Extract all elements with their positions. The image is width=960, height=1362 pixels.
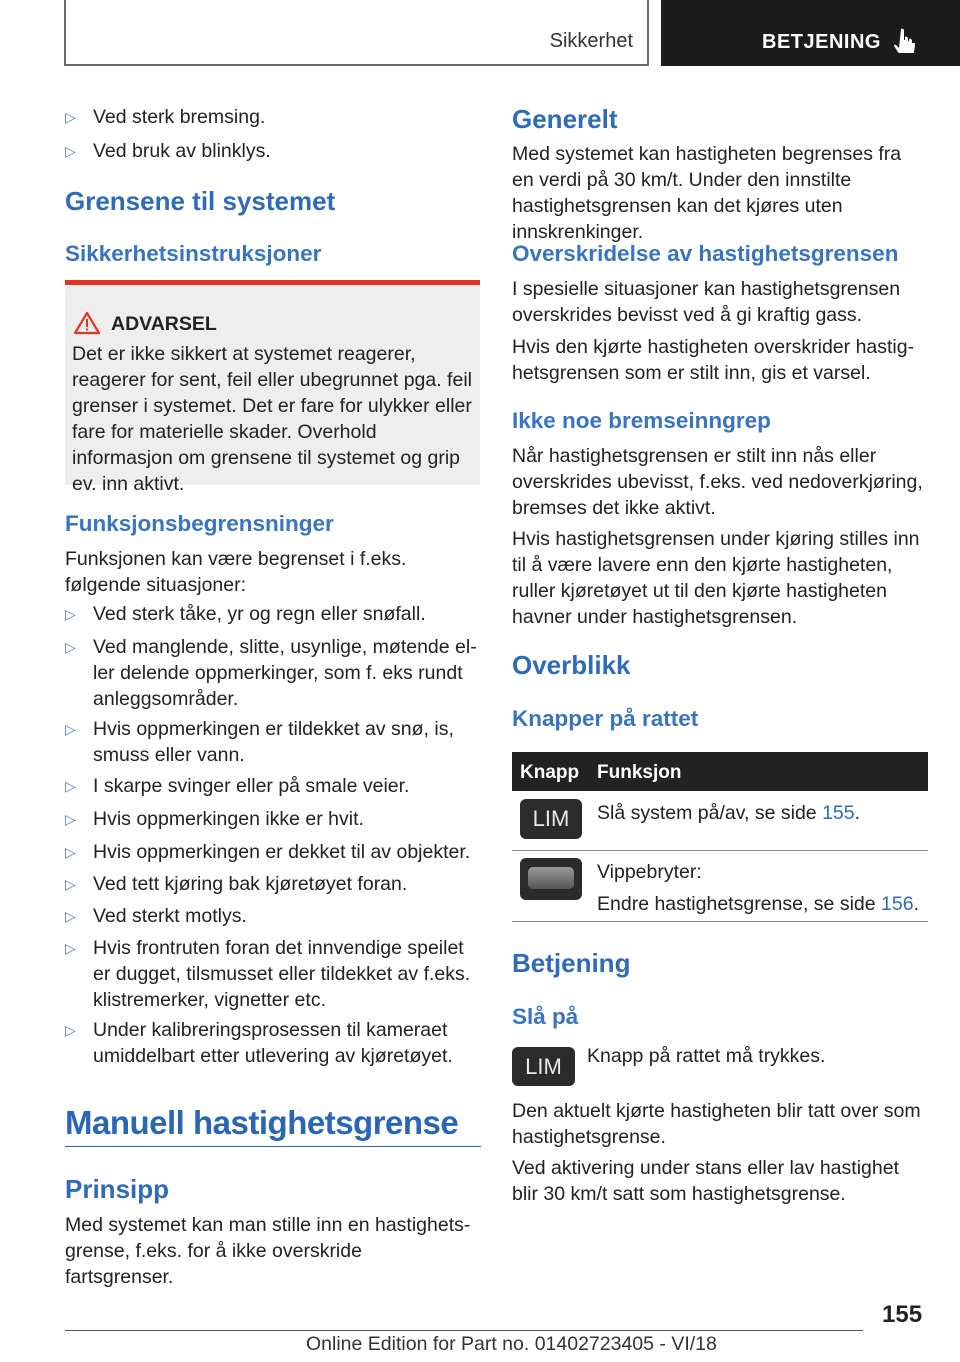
rocker-switch-icon [520, 858, 582, 900]
list-item: ▷ Ved bruk av blinklys. [65, 138, 481, 164]
list-item: ▷ Ved sterk bremsing. [65, 104, 481, 130]
list-item: ▷ Under kalibreringsprosessen til kameraet umiddelbart etter utlevering av kjøretøyet. [65, 1017, 481, 1069]
function-intro: Funksjonen kan være begrenset i f.eks. følgende situasjoner: [65, 548, 407, 596]
heading-general: Generelt [512, 104, 618, 134]
warning-title: ADVARSEL [111, 313, 217, 335]
no-brake-text-2: Hvis hastighetsgrensen under kjøring stilles inn til å være lavere enn den kjørte hastigheten, ruller kjøretøyet ut til den kjørte hastigheten havner under hastighetsgrensen. [512, 528, 920, 628]
warning-triangle-icon [73, 311, 101, 335]
switch-on-text: Knapp på rattet må trykkes. [587, 1045, 826, 1067]
table-header [512, 752, 928, 791]
table-bottom-rule [512, 921, 928, 922]
heading-safety: Sikkerhetsinstruksjoner [65, 241, 322, 266]
header-section-tab [64, 0, 649, 66]
period: . [854, 802, 861, 824]
list-item: ▷ Hvis oppmerkingen er dekket til av objekter. [65, 839, 481, 865]
header-chapter-label: BETJENING [762, 31, 881, 53]
heading-function-limits: Funksjonsbegrensninger [65, 511, 334, 536]
period: . [913, 893, 919, 915]
table-row-1-text [597, 800, 927, 826]
lim-button-icon: LIM [512, 1047, 575, 1086]
switch-on-text-1: Den aktuelt kjørte hastigheten blir tatt over som hastighetsgrense. [512, 1100, 921, 1148]
table-row-2-text [597, 891, 927, 917]
warning-text: Det er ikke sikkert at systemet reagerer, reagerer for sent, feil eller ubegrunnet pga. feil grenser i systemet. Det er fare for ulykker eller fare for materielle skader. Overhold informasjon om grensene til systemet og grip ev. inn aktivt. [72, 343, 472, 495]
list-item: ▷ Ved sterkt motlys. [65, 903, 481, 929]
heading-exceed: Overskridelse av hastighetsgrensen [512, 241, 899, 266]
general-text: Med systemet kan hastigheten begrenses fra en verdi på 30 km/t. Under den innstilte hastighetsgrensen kan det kjøres uten innskrenkinger. [512, 143, 902, 243]
heading-manual-speed-limit: Manuell hastighetsgrense [65, 1104, 459, 1141]
table-row-divider [512, 850, 928, 851]
header-chapter-tab [661, 0, 960, 66]
heading-operation: Betjening [512, 948, 631, 978]
footer-rule [65, 1330, 863, 1331]
row2-label: Endre hastighetsgrense, se side [597, 893, 882, 915]
heading-switch-on: Slå på [512, 1004, 579, 1029]
table-header-function: Funksjon [597, 762, 682, 783]
no-brake-text-1: Når hastighetsgrensen er stilt inn nås eller overskrides ubevisst, f.eks. ved nedoverkjøring, bremses det ikke aktivt. [512, 445, 923, 519]
list-item: ▷ Ved manglende, slitte, usynlige, møtende eller delende oppmerkinger, som f. eks rundt anleggsområder. [65, 634, 481, 712]
row1-label: Slå system på/av, se side [597, 802, 823, 824]
page-number: 155 [882, 1301, 923, 1328]
heading-principle: Prinsipp [65, 1174, 170, 1204]
list-item: ▷ I skarpe svinger eller på smale veier. [65, 773, 481, 799]
heading-buttons: Knapper på rattet [512, 706, 699, 731]
header-section-label: Sikkerhet [549, 30, 633, 52]
hand-icon [894, 27, 916, 53]
lim-button-icon: LIM [520, 799, 582, 839]
warning-box [65, 280, 480, 495]
table-row-2-line1: Vippebryter: [597, 861, 702, 883]
list-item: ▷ Hvis oppmerkingen ikke er hvit. [65, 806, 481, 832]
exceed-text-1: I spesielle situasjoner kan hastighetsgrensen overskrides bevisst ved å gi kraftig gass. [512, 278, 901, 326]
edition-text: Online Edition for Part no. 01402723405 - VI/18 [306, 1333, 717, 1355]
page-link-156[interactable]: 156 [881, 893, 914, 915]
heading-rule [65, 1146, 481, 1147]
list-item: ▷ Ved tett kjøring bak kjøretøyet foran. [65, 871, 481, 897]
principle-text: Med systemet kan man stille inn en hastighetsgrense, f.eks. for å ikke overskride fartsgrenser. [65, 1214, 471, 1288]
switch-on-text-2: Ved aktivering under stans eller lav hastighet blir 30 km/t satt som hastighetsgrense. [512, 1157, 899, 1205]
list-item: ▷ Hvis oppmerkingen er tildekket av snø, is, smuss eller vann. [65, 716, 481, 768]
heading-no-brake: Ikke noe bremseinngrep [512, 408, 771, 433]
heading-overview: Overblikk [512, 650, 631, 680]
list-item: ▷ Hvis frontruten foran det innvendige speilet er dugget, tilsmusset eller tildekket av f.eks. klistremerker, vignetter etc. [65, 935, 481, 1013]
table-header-button: Knapp [520, 762, 580, 783]
page-link-155[interactable]: 155 [822, 802, 855, 824]
list-item: ▷ Ved sterk tåke, yr og regn eller snøfall. [65, 601, 481, 627]
exceed-text-2: Hvis den kjørte hastigheten overskrider hastighetsgrensen som er stilt inn, gis et varsel. [512, 336, 915, 384]
heading-limits: Grensene til systemet [65, 186, 336, 216]
